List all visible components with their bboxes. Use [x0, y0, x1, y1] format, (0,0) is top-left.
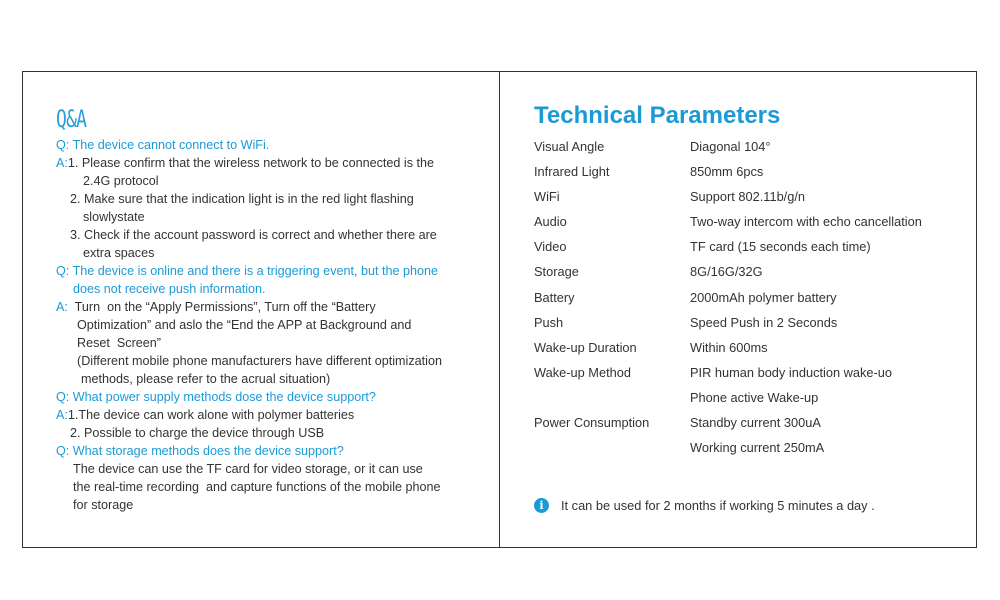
parameter-value: Working current 250mA: [690, 440, 825, 456]
parameter-name: WiFi: [534, 189, 560, 205]
usage-note: [534, 498, 875, 513]
answer-line: [56, 496, 486, 514]
line-text: 2.4G protocol: [83, 174, 159, 188]
line-text: methods, please refer to the acrual situation): [81, 372, 331, 386]
line-text: the real-time recording and capture functions of the mobile phone: [73, 480, 441, 494]
question-line: [56, 442, 486, 460]
answer-line: [56, 460, 486, 478]
parameter-name: Wake-up Duration: [534, 339, 637, 355]
column-divider: [499, 71, 500, 548]
line-text: Q: The device is online and there is a triggering event, but the phone: [56, 264, 439, 278]
line-text: Q: What power supply methods dose the device support?: [56, 390, 376, 404]
answer-prefix: A:: [56, 300, 68, 314]
line-text: The device can use the TF card for video storage, or it can use: [73, 462, 423, 476]
answer-line: [56, 208, 486, 226]
parameter-row: [534, 335, 954, 360]
parameter-value: 2000mAh polymer battery: [690, 289, 837, 305]
line-text: 1. Please confirm that the wireless network to be connected is the: [67, 156, 435, 170]
parameter-name: [534, 435, 690, 460]
question-line: [56, 280, 486, 298]
parameter-value: Speed Push in 2 Seconds: [690, 314, 838, 330]
answer-line: [56, 190, 486, 208]
parameter-value: 850mm 6pcs: [690, 164, 764, 180]
line-text: Q: What storage methods does the device support?: [56, 444, 344, 458]
line-text: Optimization” and aslo the “End the APP at Background and: [77, 318, 412, 332]
parameter-row: [534, 285, 954, 310]
parameter-row: [534, 360, 954, 385]
parameters-table: [534, 134, 954, 460]
parameter-row: [534, 209, 954, 234]
line-text: Turn on the “Apply Permissions”, Turn off the “Battery: [67, 300, 376, 314]
parameter-row: [534, 234, 954, 259]
parameter-name: Power Consumption: [534, 415, 650, 431]
answer-line: [56, 154, 486, 172]
parameter-value: Phone active Wake-up: [690, 389, 819, 405]
answer-line: [56, 316, 486, 334]
parameter-value: PIR human body induction wake-uo: [690, 364, 893, 380]
parameter-value: Standby current 300uA: [690, 415, 821, 431]
line-text: 3. Check if the account password is correct and whether there are: [70, 228, 437, 242]
answer-prefix: A:: [56, 408, 68, 422]
parameter-row: [534, 385, 954, 410]
answer-line: [56, 172, 486, 190]
parameter-name: Infrared Light: [534, 164, 610, 180]
line-text: extra spaces: [83, 246, 155, 260]
parameter-value: Within 600ms: [690, 339, 768, 355]
parameter-row: [534, 134, 954, 159]
answer-line: [56, 478, 486, 496]
answer-line: [56, 424, 486, 442]
answer-line: [56, 226, 486, 244]
parameter-value: Two-way intercom with echo cancellation: [690, 214, 922, 230]
parameter-row: [534, 259, 954, 284]
parameter-value: TF card (15 seconds each time): [690, 239, 871, 255]
line-text: 2. Possible to charge the device through USB: [70, 426, 325, 440]
parameter-name: Wake-up Method: [534, 364, 631, 380]
line-text: (Different mobile phone manufacturers have different optimization: [77, 354, 442, 368]
answer-line: [56, 406, 486, 424]
technical-parameters-title: Technical Parameters: [534, 102, 781, 129]
parameter-row: [534, 410, 954, 435]
qa-content: [56, 136, 486, 514]
qa-section: [56, 102, 486, 514]
parameter-value: Support 802.11b/g/n: [690, 189, 806, 205]
parameter-name: Push: [534, 314, 564, 330]
answer-line: [56, 298, 486, 316]
answer-line: [56, 370, 486, 388]
question-line: [56, 388, 486, 406]
line-text: slowlystate: [83, 210, 145, 224]
parameter-name: Audio: [534, 214, 567, 230]
usage-note-text: It can be used for 2 months if working 5 minutes a day .: [561, 498, 875, 513]
parameter-name: Battery: [534, 289, 575, 305]
parameter-value: 8G/16G/32G: [690, 264, 763, 280]
question-line: [56, 262, 486, 280]
parameter-name: Storage: [534, 264, 579, 280]
answer-line: [56, 244, 486, 262]
parameter-row: [534, 159, 954, 184]
parameter-name: [534, 385, 690, 410]
answer-prefix: A:: [56, 156, 68, 170]
info-icon: i: [534, 498, 549, 513]
parameter-row: [534, 310, 954, 335]
parameter-row: [534, 184, 954, 209]
qa-title: Q&A: [56, 105, 87, 133]
line-text: Q: The device cannot connect to WiFi.: [56, 138, 270, 152]
parameter-name: Video: [534, 239, 567, 255]
line-text: 1.The device can work alone with polymer batteries: [67, 408, 355, 422]
parameter-name: Visual Angle: [534, 139, 605, 154]
answer-line: [56, 352, 486, 370]
answer-line: [56, 334, 486, 352]
line-text: does not receive push information.: [73, 282, 266, 296]
question-line: [56, 136, 486, 154]
line-text: for storage: [73, 498, 134, 512]
technical-parameters-section: [534, 100, 954, 460]
parameter-value: Diagonal 104°: [690, 139, 771, 154]
line-text: 2. Make sure that the indication light is in the red light flashing: [70, 192, 414, 206]
line-text: Reset Screen”: [77, 336, 161, 350]
parameter-row: [534, 435, 954, 460]
